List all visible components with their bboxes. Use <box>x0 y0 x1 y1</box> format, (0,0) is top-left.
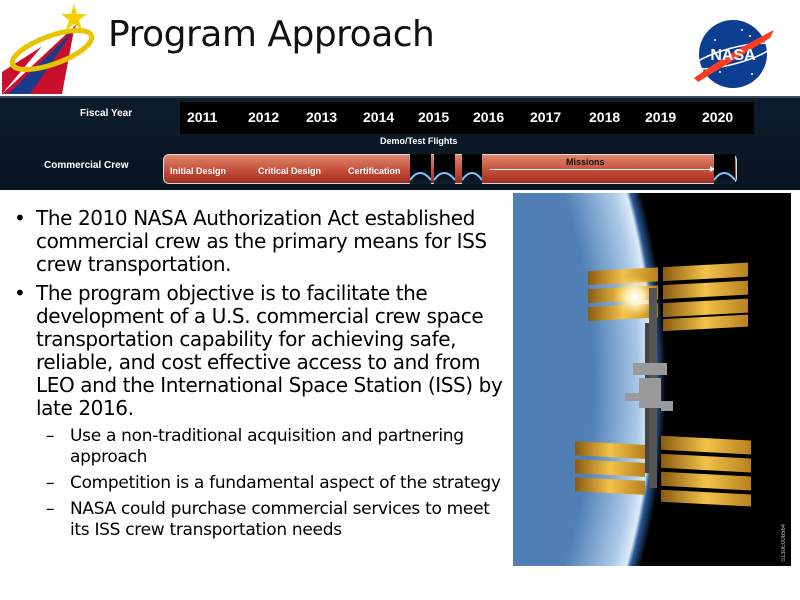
sub-bullet-item <box>14 473 508 494</box>
fiscal-year-label: Fiscal Year <box>80 108 133 119</box>
bullet-text: The program objective is to facilitate the development of a U.S. commercial crew space transportation capability for achieving safe, reliable, and cost effective access to and from LEO and the International Space Station (ISS) by late 2016. <box>36 281 503 420</box>
bullet-text: The 2010 NASA Authorization Act established commercial crew as the primary means for ISS crew transportation. <box>36 206 487 276</box>
iss-illustration <box>513 193 791 566</box>
year-label: 2017 <box>530 109 562 125</box>
year-label: 2019 <box>645 109 677 125</box>
phase-critical-design: Critical Design <box>258 166 322 176</box>
dash-glyph: – <box>46 499 55 519</box>
sub-bullet-item <box>14 426 508 468</box>
year-label: 2012 <box>248 109 280 125</box>
photo-credit: S130E006564 <box>781 523 787 562</box>
missions-label: Missions <box>566 157 605 167</box>
iss-photo <box>513 193 791 566</box>
nasa-logo-text: NASA <box>710 47 756 64</box>
sub-bullet-text: Use a non-traditional acquisition and partnering approach <box>70 426 464 467</box>
phase-certification: Certification <box>348 166 401 176</box>
commercial-crew-logo <box>2 2 100 94</box>
fiscal-year-row <box>180 102 754 134</box>
commercial-crew-label: Commercial Crew <box>44 160 129 171</box>
year-label: 2020 <box>702 109 734 125</box>
demo-flights-label: Demo/Test Flights <box>380 136 458 146</box>
dash-glyph: – <box>46 426 55 446</box>
sub-bullet-text: Competition is a fundamental aspect of the strategy <box>70 473 501 493</box>
bullet-glyph: • <box>14 281 26 305</box>
sub-bullet-item <box>14 499 508 541</box>
program-timeline <box>0 96 800 190</box>
bullet-item <box>14 207 508 276</box>
year-label: 2015 <box>418 109 450 125</box>
demo-flight-marker <box>410 154 431 184</box>
year-label: 2016 <box>473 109 505 125</box>
sub-bullet-list <box>14 426 508 541</box>
demo-flight-marker <box>462 154 482 184</box>
bullet-glyph: • <box>14 206 26 230</box>
year-label: 2011 <box>187 109 218 125</box>
mission-marker <box>714 154 735 184</box>
year-label: 2013 <box>306 109 338 125</box>
demo-flight-marker <box>434 154 455 184</box>
sub-bullet-text: NASA could purchase commercial services to meet its ISS crew transportation needs <box>70 499 490 540</box>
dash-glyph: – <box>46 473 55 493</box>
bullet-list <box>14 207 508 546</box>
nasa-logo <box>690 16 776 92</box>
missions-arrow <box>490 169 712 170</box>
year-label: 2018 <box>589 109 621 125</box>
bullet-item <box>14 282 508 420</box>
year-label: 2014 <box>363 109 395 125</box>
page-title: Program Approach <box>108 14 435 55</box>
phase-initial-design: Initial Design <box>170 166 227 176</box>
